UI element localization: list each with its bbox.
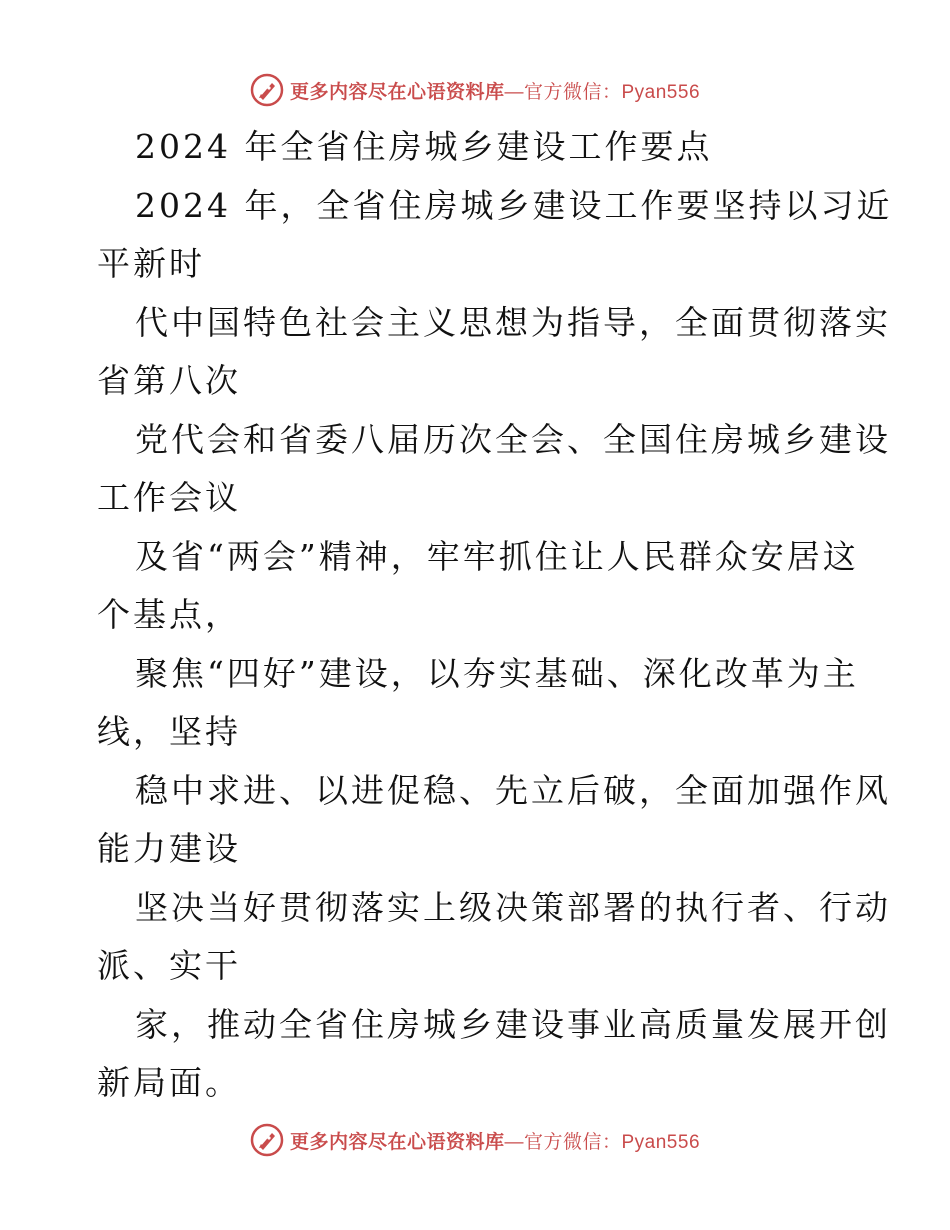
pen-nib-logo-icon: [250, 73, 284, 107]
document-line: 省第八次: [97, 361, 241, 400]
document-line: 平新时: [97, 244, 205, 283]
watermark-wechat-id: Pyan556: [621, 1131, 701, 1153]
document-line: 工作会议: [97, 478, 241, 517]
document-line: 个基点，: [97, 595, 241, 634]
document-line: 新局面。: [97, 1063, 241, 1102]
document-line: 代中国特色社会主义思想为指导，全面贯彻落实: [135, 302, 891, 342]
document-line: 家，推动全省住房城乡建设事业高质量发展开创: [135, 1004, 891, 1044]
watermark-separator: —: [504, 1131, 524, 1153]
watermark-wechat-id: Pyan556: [621, 81, 701, 103]
document-line: 线，坚持: [97, 712, 241, 751]
document-line: 及省“两会”精神，牢牢抓住让人民群众安居这: [135, 536, 859, 576]
document-title-line: 2024 年全省住房城乡建设工作要点: [135, 127, 713, 166]
document-body: [97, 118, 893, 1113]
footer-watermark: [0, 1120, 950, 1160]
document-line: 派、实干: [97, 946, 241, 985]
watermark-site: 更多内容尽在心语资料库: [289, 1131, 505, 1153]
watermark-text: [290, 77, 700, 104]
document-line: 聚焦“四好”建设，以夯实基础、深化改革为主: [135, 653, 859, 693]
watermark-wechat-label: 官方微信：: [523, 1131, 622, 1153]
watermark-wechat-label: 官方微信：: [523, 81, 622, 103]
pen-nib-logo-icon: [250, 1123, 284, 1157]
watermark-text: [290, 1127, 700, 1154]
header-watermark: [0, 70, 950, 110]
document-line: 党代会和省委八届历次全会、全国住房城乡建设: [135, 419, 891, 459]
watermark-site: 更多内容尽在心语资料库: [289, 81, 505, 103]
document-line: 坚决当好贯彻落实上级决策部署的执行者、行动: [135, 887, 891, 927]
document-line: 稳中求进、以进促稳、先立后破，全面加强作风: [135, 770, 891, 810]
document-line: 能力建设: [97, 829, 241, 868]
document-line: 2024 年，全省住房城乡建设工作要坚持以习近: [135, 185, 893, 225]
watermark-separator: —: [504, 81, 524, 103]
